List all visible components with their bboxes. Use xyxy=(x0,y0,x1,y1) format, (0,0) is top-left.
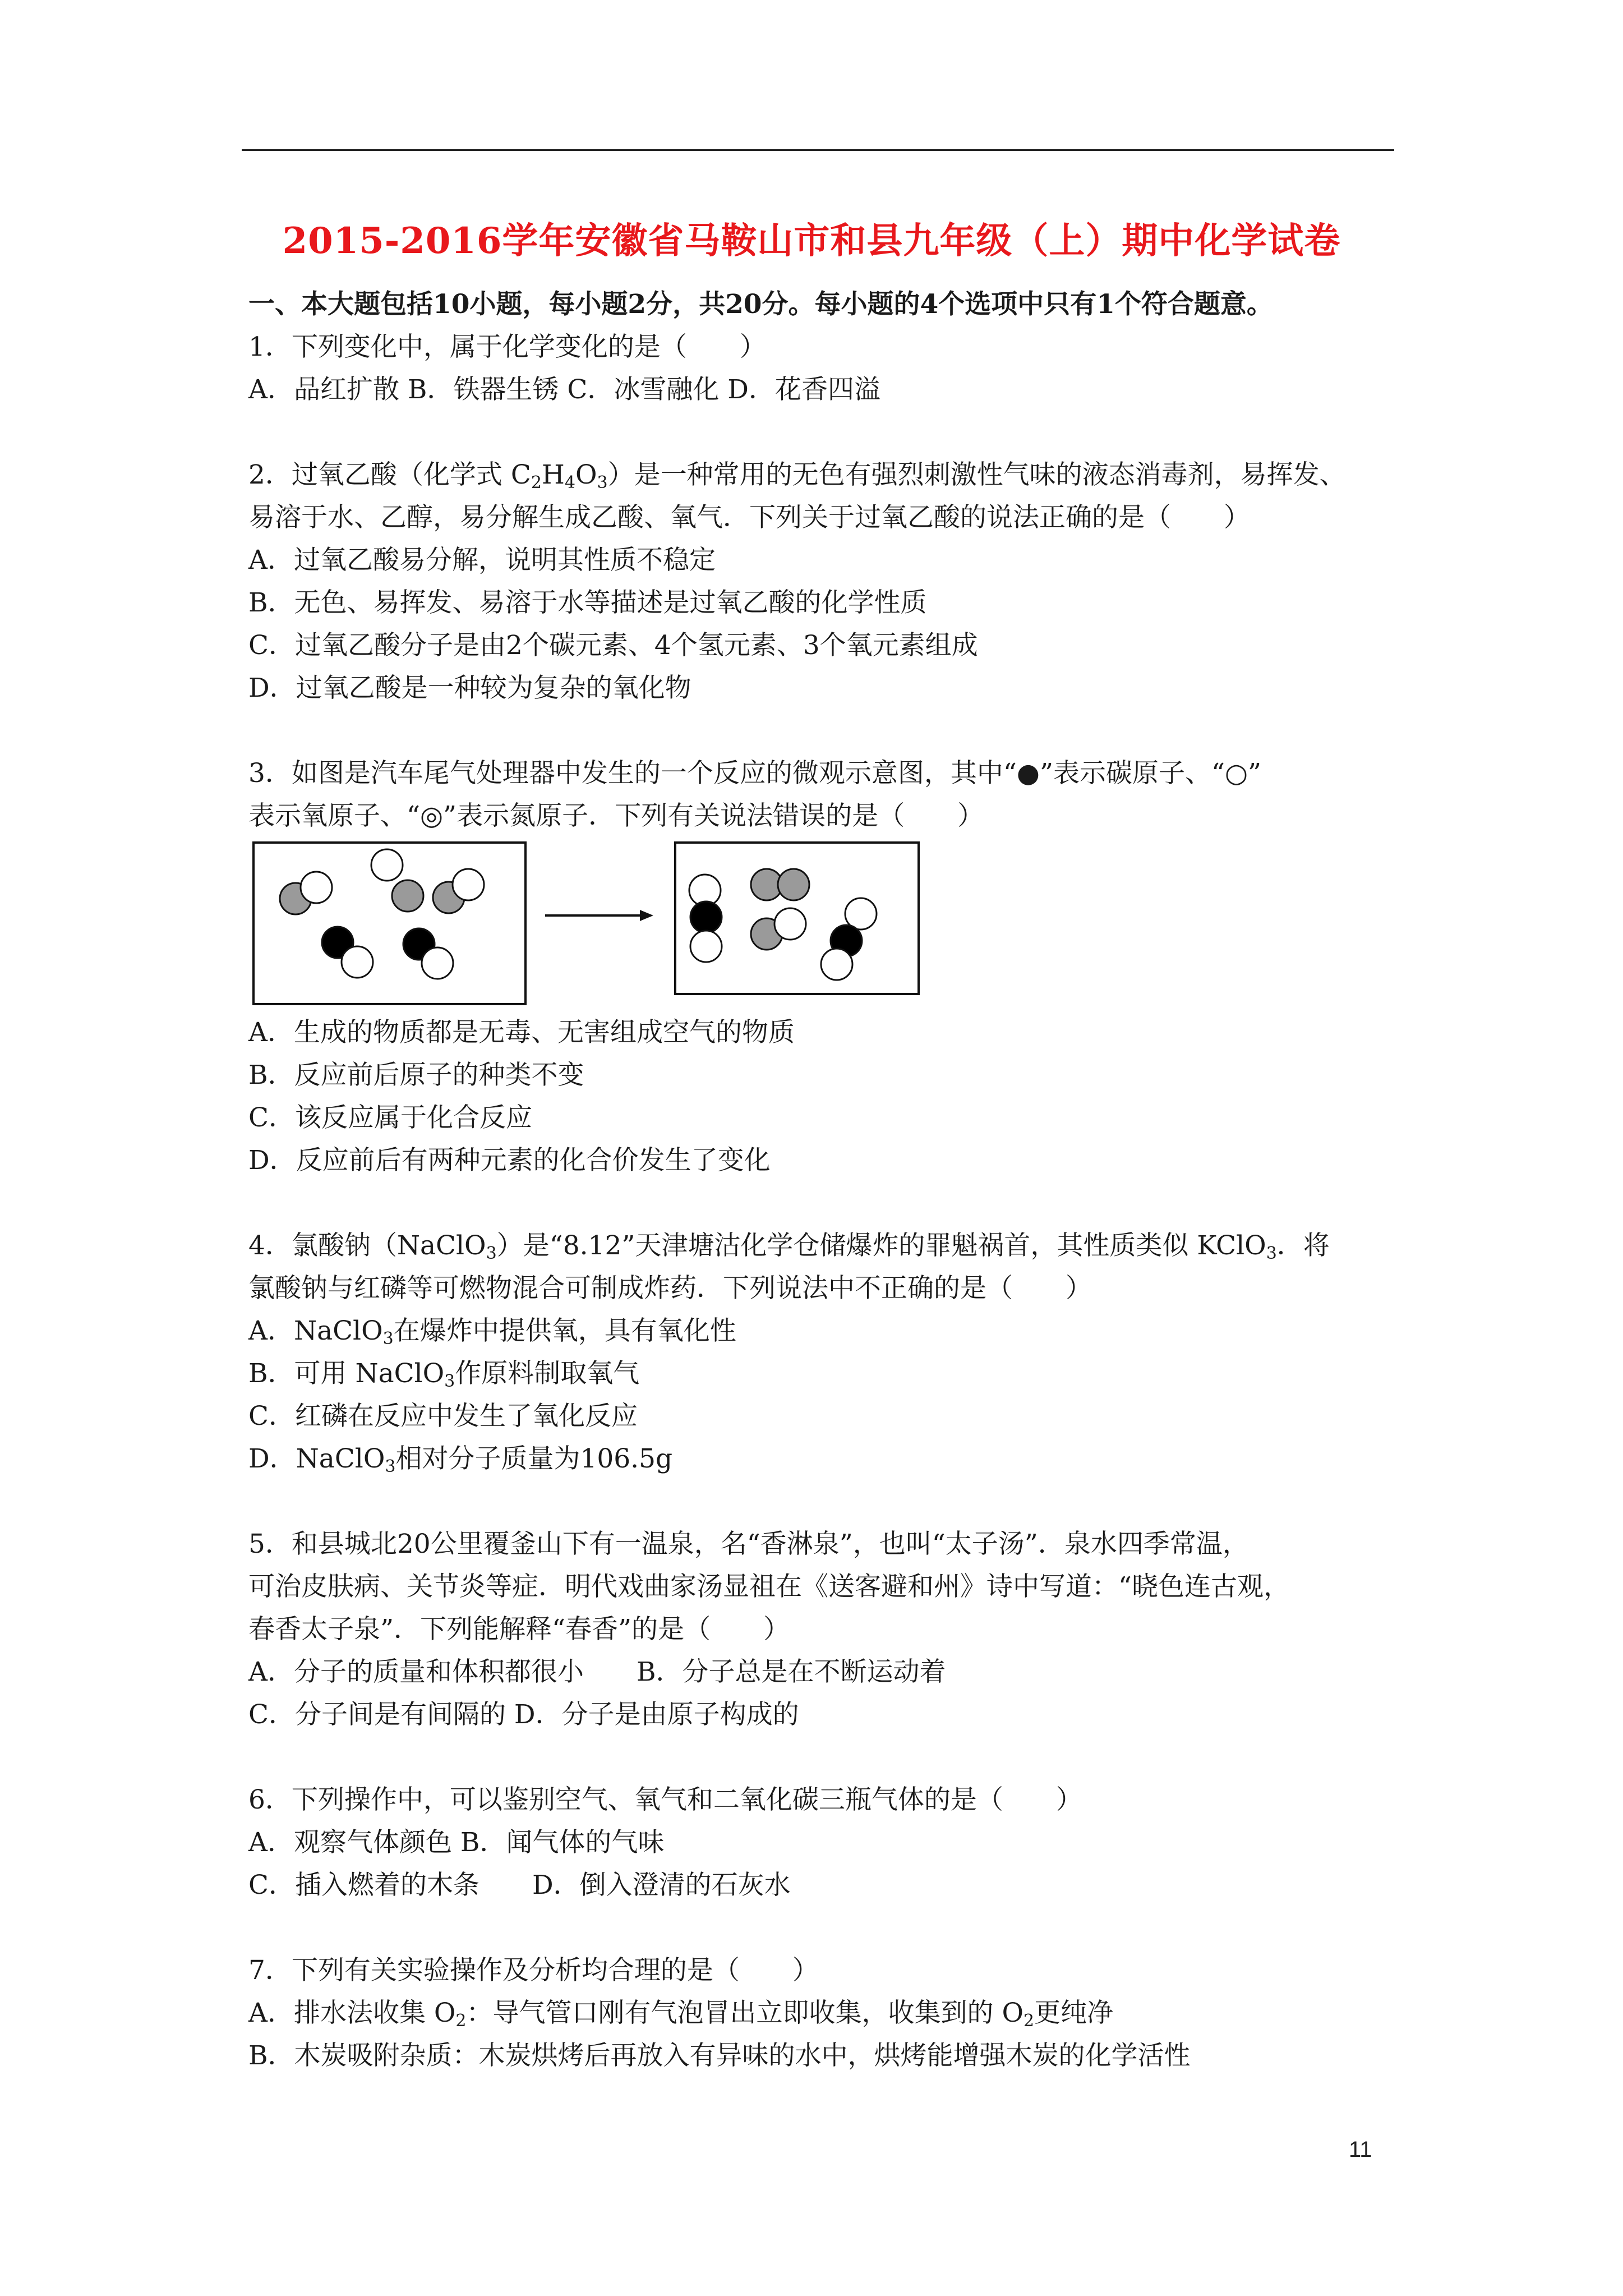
q2-stem-line1: 2．过氧乙酸（化学式 $C_2H_4O_3$）是一种常用的无色有强烈刺激性气味的液态消毒剂，易挥发、 xyxy=(248,459,1346,493)
q4-option-c: C．红磷在反应中发生了氧化反应 xyxy=(248,1401,638,1432)
q4-option-a: A．NaClO$_3$在爆炸中提供氧，具有氧化性 xyxy=(248,1315,736,1349)
n2-molecule xyxy=(751,908,806,950)
page-number: 11 xyxy=(1349,2137,1372,2162)
q2-option-a: A．过氧乙酸易分解，说明其性质不稳定 xyxy=(248,545,716,576)
q2-option-d: D．过氧乙酸是一种较为复杂的氧化物 xyxy=(248,673,691,703)
q4-option-d: D．NaClO$_3$相对分子质量为106.5g xyxy=(248,1443,673,1476)
q3-option-c: C．该反应属于化合反应 xyxy=(248,1102,532,1133)
q6-options-line2: C．插入燃着的木条 D．倒入澄清的石灰水 xyxy=(248,1870,791,1901)
q3-stem-line1: 3．如图是汽车尾气处理器中发生的一个反应的微观示意图，其中“●”表示碳原子、“○” xyxy=(248,758,1262,789)
exam-body xyxy=(248,283,1398,2077)
q3-option-d: D．反应前后有两种元素的化合价发生了变化 xyxy=(248,1145,771,1176)
q4-option-b: B．可用 NaClO$_3$作原料制取氧气 xyxy=(248,1358,640,1391)
no-molecule xyxy=(280,872,332,914)
q6-stem: 6．下列操作中，可以鉴别空气、氧气和二氧化碳三瓶气体的是（ ） xyxy=(248,1784,1082,1815)
q1-options: A．品红扩散 B．铁器生锈 C．冰雪融化 D．花香四溢 xyxy=(248,374,880,405)
q2-option-c: C．过氧乙酸分子是由2个碳元素、4个氢元素、3个氧元素组成 xyxy=(248,630,978,661)
q4-stem-line1: 4．氯酸钠（NaClO$_3$）是“8.12”天津塘沽化学仓储爆炸的罪魁祸首，其性质类似 KClO$_3$．将 xyxy=(248,1230,1330,1263)
co-molecule xyxy=(403,928,453,979)
q5-stem-line1: 5．和县城北20公里覆釜山下有一温泉，名“香淋泉”，也叫“太子汤”．泉水四季常温， xyxy=(248,1529,1249,1559)
co2-molecule xyxy=(689,875,722,962)
q6-options-line1: A．观察气体颜色 B．闻气体的气味 xyxy=(248,1827,665,1858)
q7-stem: 7．下列有关实验操作及分析均合理的是（ ） xyxy=(248,1955,819,1986)
exam-title: 2015-2016学年安徽省马鞍山市和县九年级（上）期中化学试卷 xyxy=(282,220,1341,262)
reaction-arrow xyxy=(545,910,653,921)
q5-stem-line3: 春香太子泉”．下列能解释“春香”的是（ ） xyxy=(248,1614,790,1645)
no-molecule xyxy=(433,869,484,913)
q5-options-line2: C．分子间是有间隔的 D．分子是由原子构成的 xyxy=(248,1699,799,1730)
q7-option-b: B．木炭吸附杂质：木炭烘烤后再放入有异味的水中，烘烤能增强木炭的化学活性 xyxy=(248,2040,1191,2071)
q1-stem: 1．下列变化中，属于化学变化的是（ ） xyxy=(248,332,766,362)
co2-molecule xyxy=(821,898,877,980)
no-molecule xyxy=(371,849,423,912)
q3-option-b: B．反应前后原子的种类不变 xyxy=(248,1060,584,1091)
q2-option-b: B．无色、易挥发、易溶于水等描述是过氧乙酸的化学性质 xyxy=(248,587,927,618)
q2-stem-line2: 易溶于水、乙醇，易分解生成乙酸、氧气．下列关于过氧乙酸的说法正确的是（ ） xyxy=(248,502,1250,533)
q3-option-a: A．生成的物质都是无毒、无害组成空气的物质 xyxy=(248,1017,795,1048)
q7-option-a: A．排水法收集 $O_2$：导气管口刚有气泡冒出立即收集，收集到的 $O_2$更纯净 xyxy=(248,1998,1114,2031)
q3-stem-line2: 表示氧原子、“◎”表示氮原子．下列有关说法错误的是（ ） xyxy=(248,800,984,831)
co-molecule xyxy=(322,927,373,978)
q4-stem-line2: 氯酸钠与红磷等可燃物混合可制成炸药．下列说法中不正确的是（ ） xyxy=(248,1273,1092,1304)
q5-stem-line2: 可治皮肤病、关节炎等症．明代戏曲家汤显祖在《送客避和州》诗中写道：“晓色连古观， xyxy=(248,1571,1290,1602)
reaction-diagram xyxy=(251,840,921,1008)
n2-molecule xyxy=(751,869,809,900)
q5-options-line1: A．分子的质量和体积都很小 B．分子总是在不断运动着 xyxy=(248,1657,946,1687)
header-rule xyxy=(242,149,1394,151)
section-heading: 一、本大题包括10小题，每小题2分，共20分。每小题的4个选项中只有1个符合题意。 xyxy=(248,289,1273,320)
